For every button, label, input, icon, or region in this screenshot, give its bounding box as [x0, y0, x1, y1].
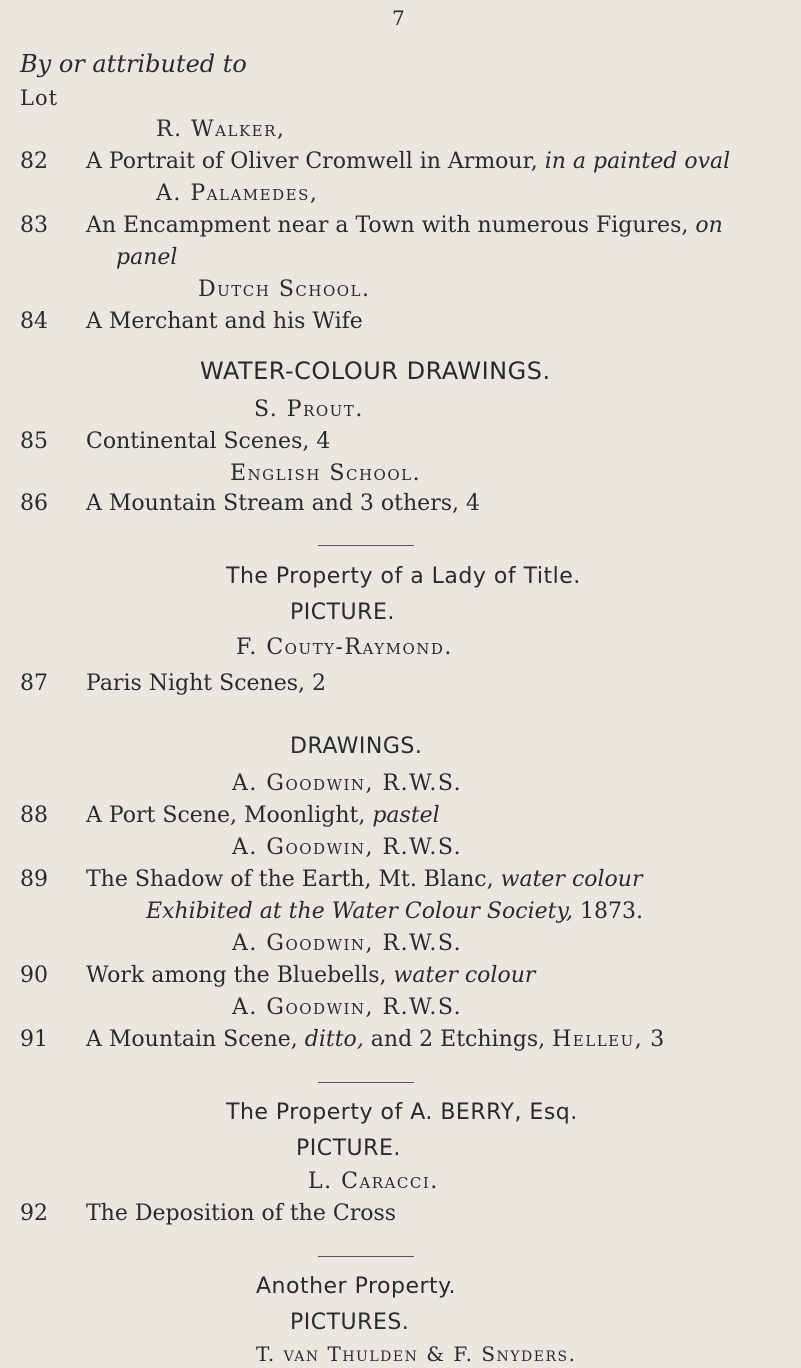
lot-description [86, 212, 723, 240]
section-heading: The Property of A. BERRY, Esq. [226, 1100, 578, 1125]
section-heading: DRAWINGS. [290, 734, 423, 759]
lot-exhibited: Exhibited at the Water Colour Society, [146, 899, 573, 924]
header-attribution: By or attributed to [20, 50, 247, 78]
section-heading: Another Property. [256, 1274, 457, 1299]
lot-number: 83 [20, 213, 48, 238]
lot-year: 1873. [579, 899, 643, 924]
lot-number: 84 [20, 309, 48, 334]
lot-title: Continental Scenes, 4 [86, 429, 331, 454]
artist-couty: F. Couty-Raymond. [236, 635, 453, 660]
divider [318, 1256, 414, 1257]
artist-walker: R. Walker, [156, 117, 286, 142]
lot-title: A Mountain Stream and 3 others, 4 [86, 491, 480, 516]
lot-title: Work among the Bluebells, [86, 963, 387, 988]
artist-caracci: L. Caracci. [308, 1169, 439, 1194]
lot-count: 3 [650, 1027, 665, 1052]
lot-description [86, 866, 642, 894]
lot-title: An Encampment near a Town with numerous Figures, [86, 213, 689, 238]
section-heading: WATER-COLOUR DRAWINGS. [200, 357, 551, 385]
artist-goodwin: A. Goodwin, R.W.S. [232, 931, 463, 956]
lot-title: A Mountain Scene, [86, 1027, 298, 1052]
section-heading: PICTURES. [290, 1310, 410, 1335]
section-heading: PICTURE. [290, 600, 395, 625]
lot-title: A Port Scene, Moonlight, [86, 803, 366, 828]
divider [318, 1082, 414, 1083]
lot-description [86, 962, 535, 990]
lot-number: 88 [20, 803, 48, 828]
lot-etcher: Helleu, [552, 1027, 644, 1052]
lot-number: 82 [20, 149, 48, 174]
artist-goodwin: A. Goodwin, R.W.S. [232, 771, 463, 796]
header-lot: Lot [20, 86, 59, 110]
lot-number: 92 [20, 1201, 48, 1226]
artist-dutch-school: Dutch School. [198, 277, 371, 302]
lot-description [86, 1026, 664, 1054]
lot-title: A Merchant and his Wife [86, 309, 363, 334]
lot-number: 86 [20, 491, 48, 516]
lot-number: 87 [20, 671, 48, 696]
lot-number: 90 [20, 963, 48, 988]
section-heading: The Property of a Lady of Title. [226, 564, 581, 589]
lot-medium: pastel [372, 803, 440, 828]
artist-prout: S. Prout. [254, 397, 364, 422]
lot-medium: ditto, [304, 1027, 364, 1052]
artist-english-school: English School. [230, 461, 422, 486]
lot-description [86, 148, 730, 176]
lot-title: The Deposition of the Cross [86, 1201, 397, 1226]
section-heading: PICTURE. [296, 1136, 401, 1161]
lot-title: A Portrait of Oliver Cromwell in Armour, [86, 149, 538, 174]
lot-medium: water colour [393, 963, 536, 988]
artist-goodwin: A. Goodwin, R.W.S. [232, 835, 463, 860]
divider [318, 545, 414, 546]
lot-medium: on [695, 213, 723, 238]
lot-title: The Shadow of the Earth, Mt. Blanc, [86, 867, 494, 892]
lot-exhibition [146, 898, 643, 926]
lot-extra: and 2 Etchings, [370, 1027, 546, 1052]
lot-description [86, 802, 440, 830]
lot-number: 85 [20, 429, 48, 454]
artist-goodwin: A. Goodwin, R.W.S. [232, 995, 463, 1020]
lot-medium: water colour [500, 867, 643, 892]
lot-medium: in a painted oval [544, 149, 731, 174]
lot-number: 89 [20, 867, 48, 892]
artist-palamedes: A. Palamedes, [156, 181, 319, 206]
page-number: 7 [392, 6, 405, 30]
lot-number: 91 [20, 1027, 48, 1052]
lot-title: Paris Night Scenes, 2 [86, 671, 327, 696]
artist-thulden-snyders: T. van Thulden & F. Snyders. [256, 1342, 577, 1366]
lot-medium-continued: panel [116, 245, 178, 270]
